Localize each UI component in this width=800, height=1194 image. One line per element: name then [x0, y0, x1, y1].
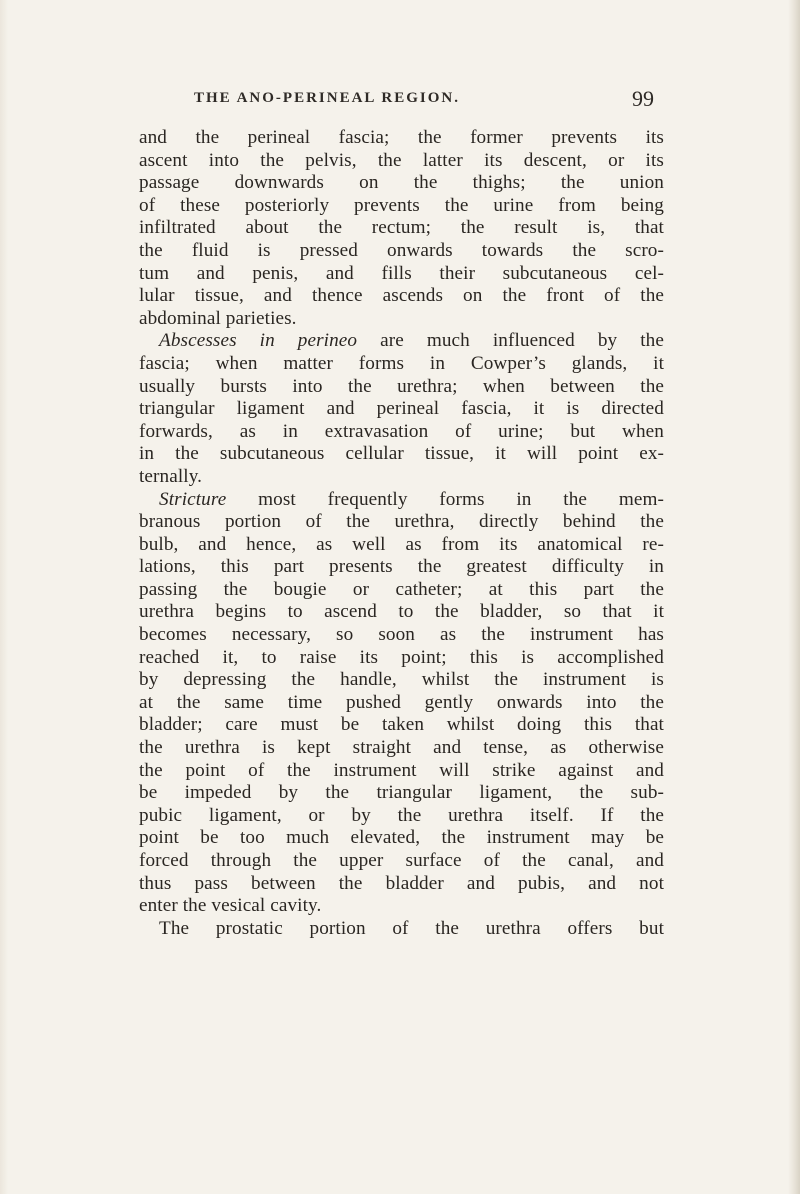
- text-line: branous portion of the urethra, directly behind the: [139, 511, 664, 533]
- page-number: 99: [632, 86, 654, 111]
- text-line: usually bursts into the urethra; when between the: [139, 375, 664, 397]
- text-line: by depressing the handle, whilst the instrument is: [139, 669, 664, 691]
- text-line: forced through the upper surface of the canal, and: [139, 850, 664, 871]
- text-line: ascent into the pelvis, the latter its descent, or its: [139, 149, 664, 171]
- text-line: the urethra is kept straight and tense, as otherwise: [139, 737, 664, 759]
- text-line: ternally.: [139, 465, 203, 487]
- text-line: of these posteriorly prevents the urine from being: [139, 194, 664, 216]
- text-line: fascia; when matter forms in Cowper’s glands, it: [139, 352, 664, 374]
- italic-term-abscesses: Abscesses in perineo: [159, 330, 358, 352]
- text-line: The prostatic portion of the urethra offers but: [159, 917, 664, 939]
- page-right-edge: [788, 0, 800, 1194]
- page-header: [194, 86, 654, 116]
- text-line: becomes necessary, so soon as the instrument has: [139, 624, 664, 646]
- text-line-abscesses: [139, 330, 664, 353]
- text-line: bulb, and hence, as well as from its anatomical re-: [139, 533, 664, 555]
- body-text: [139, 127, 664, 940]
- text-line: lations, this part presents the greatest difficulty in: [139, 556, 664, 578]
- text-line: triangular ligament and perineal fascia, it is directed: [139, 398, 664, 420]
- text-line: point be too much elevated, the instrument may be: [139, 827, 664, 849]
- text-line: in the subcutaneous cellular tissue, it will point ex-: [139, 443, 664, 465]
- text-line: the fluid is pressed onwards towards the scro-: [139, 239, 664, 261]
- page-left-edge: [0, 0, 8, 1194]
- text-line: be impeded by the triangular ligament, the sub-: [139, 782, 664, 804]
- text-line: reached it, to raise its point; this is accomplished: [139, 646, 664, 668]
- text-line: lular tissue, and thence ascends on the front of the: [139, 285, 664, 307]
- text-line: at the same time pushed gently onwards into the: [139, 691, 664, 713]
- text-line: thus pass between the bladder and pubis, and not: [139, 872, 664, 894]
- text-line: the point of the instrument will strike against and: [139, 759, 664, 781]
- line-rest: are much influenced by the: [357, 330, 664, 352]
- running-head: THE ANO-PERINEAL REGION.: [194, 90, 460, 106]
- text-line: and the perineal fascia; the former prevents its: [139, 127, 664, 148]
- text-line: pubic ligament, or by the urethra itself. If the: [139, 804, 664, 826]
- text-line: urethra begins to ascend to the bladder, so that it: [139, 601, 664, 623]
- text-line: passing the bougie or catheter; at this part the: [139, 578, 664, 600]
- text-line: abdominal parieties.: [139, 307, 297, 329]
- line-rest: most frequently forms in the mem-: [226, 488, 664, 510]
- text-line: forwards, as in extravasation of urine; but when: [139, 420, 664, 442]
- text-line: infiltrated about the rectum; the result is, that: [139, 217, 664, 239]
- text-line: enter the vesical cavity.: [139, 895, 322, 917]
- text-line: bladder; care must be taken whilst doing this that: [139, 714, 664, 736]
- text-line-stricture: [139, 489, 664, 512]
- text-line: tum and penis, and fills their subcutaneous cel-: [139, 262, 664, 284]
- italic-term-stricture: Stricture: [159, 488, 227, 510]
- text-line: passage downwards on the thighs; the union: [139, 172, 664, 194]
